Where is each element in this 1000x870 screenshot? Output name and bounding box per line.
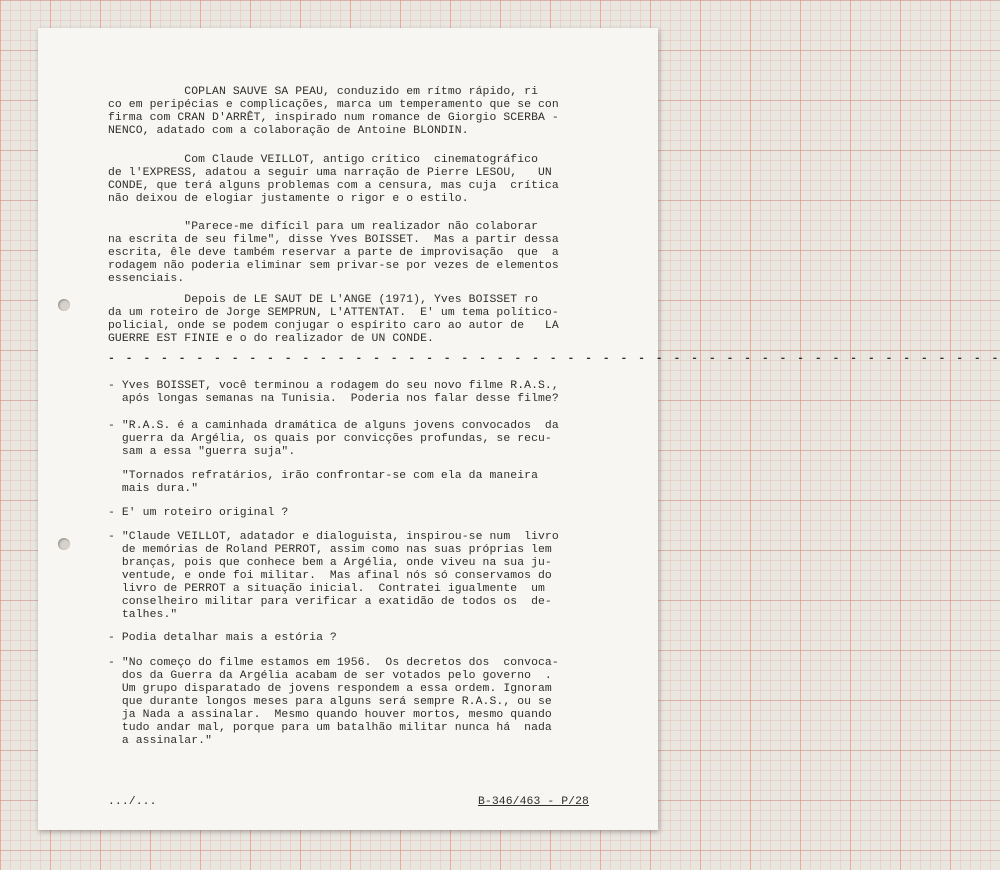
- answer-2-line: livro de PERROT a situação inicial. Contratei igualmente um: [108, 583, 545, 595]
- punch-hole: [58, 538, 70, 550]
- paragraph-2-line: Com Claude VEILLOT, antigo crítico cinematográfico: [108, 154, 539, 166]
- paragraph-3-line: na escrita de seu filme", disse Yves BOISSET. Mas a partir dessa: [108, 234, 559, 246]
- answer-3-line: ja Nada a assinalar. Mesmo quando houver mortos, mesmo quando: [108, 709, 552, 721]
- paragraph-1-line: firma com CRAN D'ARRÊT, inspirado num romance de Giorgio SCERBA -: [108, 112, 559, 124]
- answer-3-line: - "No começo do filme estamos em 1956. Os decretos dos convoca-: [108, 657, 559, 669]
- paragraph-3-line: essenciais.: [108, 273, 185, 285]
- paragraph-4-line: policial, onde se podem conjugar o espírito caro ao autor de LA: [108, 320, 559, 332]
- continuation-mark: .../...: [108, 796, 157, 808]
- answer-2-line: talhes.": [108, 609, 178, 621]
- answer-2-line: branças, pois que conhece bem a Argélia, onde viveu na sua ju-: [108, 557, 552, 569]
- paragraph-1-line: COPLAN SAUVE SA PEAU, conduzido em rítmo rápido, ri: [108, 86, 539, 98]
- answer-3-line: tudo andar mal, porque para um batalhão militar nunca há nada: [108, 722, 552, 734]
- paragraph-2-line: CONDE, que terá alguns problemas com a censura, mas cuja crítica: [108, 180, 559, 192]
- answer-1-line: sam a essa "guerra suja".: [108, 446, 296, 458]
- question-3-line: - Podia detalhar mais a estória ?: [108, 632, 337, 644]
- answer-3-line: que durante longos meses para alguns será sempre R.A.S., ou se: [108, 696, 552, 708]
- answer-1b-line: mais dura.": [108, 483, 199, 495]
- question-1-line: após longas semanas na Tunisia. Poderia nos falar desse filme?: [108, 393, 559, 405]
- document-reference: B-346/463 - P/28: [478, 796, 589, 808]
- question-1-line: - Yves BOISSET, você terminou a rodagem do seu novo filme R.A.S.,: [108, 380, 559, 392]
- question-2-line: - E' um roteiro original ?: [108, 507, 289, 519]
- paragraph-2-line: de l'EXPRESS, adatou a seguir uma narração de Pierre LESOU, UN: [108, 167, 552, 179]
- answer-2-line: de memórias de Roland PERROT, assim como nas suas próprias lem: [108, 544, 552, 556]
- paragraph-1-line: NENCO, adatado com a colaboração de Antoine BLONDIN.: [108, 125, 469, 137]
- answer-3-line: Um grupo disparatado de jovens respondem a essa ordem. Ignoram: [108, 683, 552, 695]
- answer-1b-line: "Tornados refratários, irão confrontar-se com ela da maneira: [108, 470, 539, 482]
- paragraph-4-line: GUERRE EST FINIE e o do realizador de UN CONDE.: [108, 333, 434, 345]
- answer-2-line: conselheiro militar para verificar a exatidão de todos os de-: [108, 596, 552, 608]
- paragraph-2-line: não deixou de elogiar justamente o rigor e o estilo.: [108, 193, 469, 205]
- answer-2-line: - "Claude VEILLOT, adatador e dialoguista, inspirou-se num livro: [108, 531, 559, 543]
- answer-3-line: dos da Guerra da Argélia acabam de ser votados pelo governo .: [108, 670, 552, 682]
- dashed-separator: - - - - - - - - - - - - - - - - - - - - - - - - - - - - - - - - - - - - - - - - - - - - - - - - - - -: [108, 353, 1000, 365]
- answer-3-line: a assinalar.": [108, 735, 213, 747]
- paragraph-3-line: "Parece-me difícil para um realizador não colaborar: [108, 221, 539, 233]
- typed-page: [38, 28, 1000, 830]
- answer-1-line: guerra da Argélia, os quais por convicções profundas, se recu-: [108, 433, 552, 445]
- paragraph-3-line: escrita, êle deve também reservar a parte de improvisação que a: [108, 247, 559, 259]
- answer-1-line: - "R.A.S. é a caminhada dramática de alguns jovens convocados da: [108, 420, 559, 432]
- punch-hole: [58, 299, 70, 311]
- paragraph-1-line: co em peripécias e complicações, marca um temperamento que se con: [108, 99, 559, 111]
- paragraph-4-line: Depois de LE SAUT DE L'ANGE (1971), Yves BOISSET ro: [108, 294, 539, 306]
- answer-2-line: ventude, e onde foi militar. Mas afinal nós só conservamos do: [108, 570, 552, 582]
- paragraph-3-line: rodagem não poderia eliminar sem privar-se por vezes de elementos: [108, 260, 559, 272]
- paragraph-4-line: da um roteiro de Jorge SEMPRUN, L'ATTENTAT. E' um tema político-: [108, 307, 559, 319]
